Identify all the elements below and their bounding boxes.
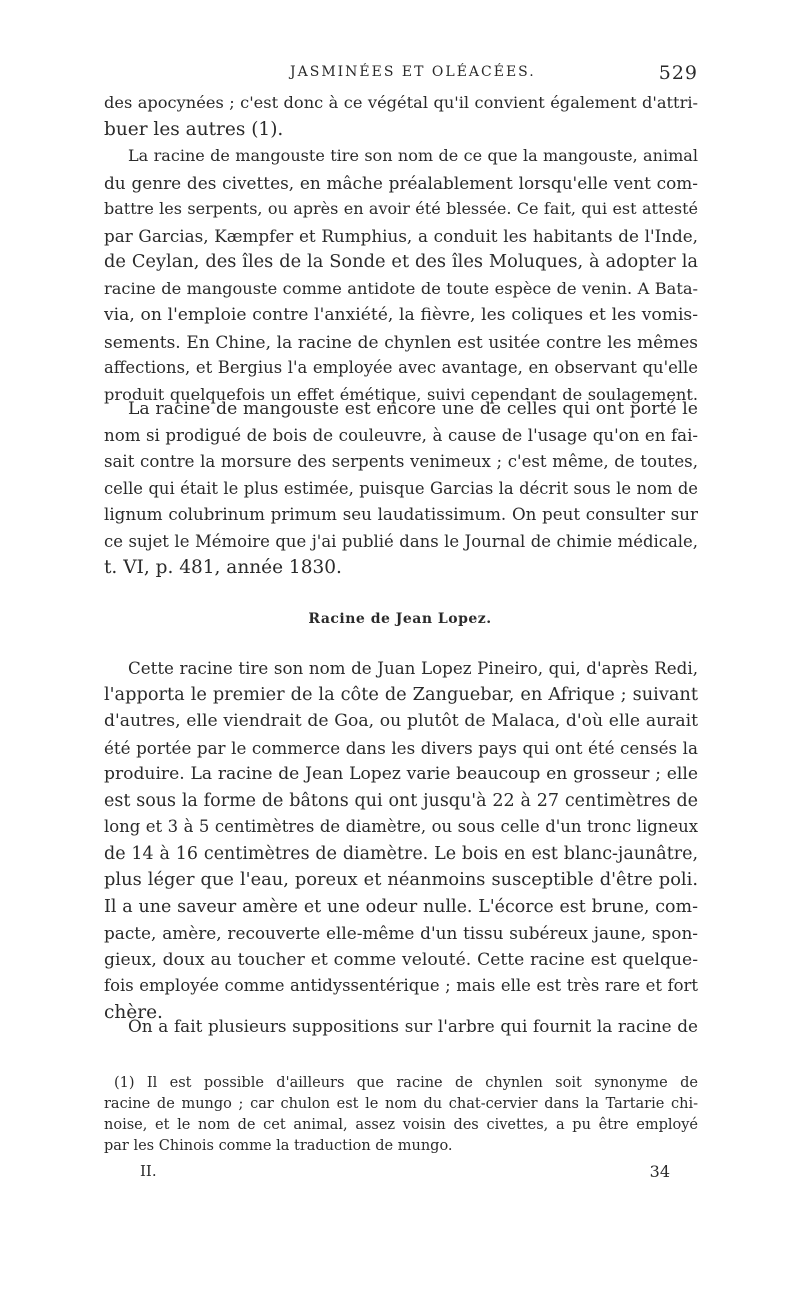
footnote-line: par les Chinois comme la traduction de mungo. <box>104 1138 453 1154</box>
text-line: produire. La racine de Jean Lopez varie beaucoup en grosseur ; elle <box>104 764 698 784</box>
text-line: nom si prodigué de bois de couleuvre, à cause de l'usage qu'on en fai- <box>104 425 698 445</box>
page-footer <box>140 1162 678 1184</box>
footnote <box>104 1073 698 1157</box>
text-line: t. VI, p. 481, année 1830. <box>104 557 342 578</box>
footnote-line: racine de mungo ; car chulon est le nom du chat-cervier dans la Tartarie chi- <box>104 1096 698 1112</box>
text-line: fois employée comme antidyssentérique ; mais elle est très rare et fort <box>104 976 698 995</box>
text-line: été portée par le commerce dans les divers pays qui ont été censés la <box>104 737 698 758</box>
text-line: pacte, amère, recouverte elle-même d'un tissu subéreux jaune, spon- <box>104 923 698 943</box>
text-line: de Ceylan, des îles de la Sonde et des îles Moluques, à adopter la <box>104 251 698 272</box>
text-line: ce sujet le Mémoire que j'ai publié dans le Journal de chimie médicale, <box>104 531 698 551</box>
paragraph-2 <box>104 143 698 408</box>
text-line: La racine de mangouste est encore une de celles qui ont porté le <box>128 399 698 419</box>
text-line: La racine de mangouste tire son nom de ce que la mangouste, animal <box>128 146 698 165</box>
text-line: l'apporta le premier de la côte de Zanguebar, en Afrique ; suivant <box>104 684 698 705</box>
text-line: celle qui était le plus estimée, puisque Garcias la décrit sous le nom de <box>104 478 698 498</box>
text-line: chère. <box>104 1001 163 1023</box>
text-line: racine de mangouste comme antidote de toute espèce de venin. A Bata- <box>104 278 698 298</box>
text-line: sements. En Chine, la racine de chynlen est usitée contre les mêmes <box>104 331 698 352</box>
text-line: d'autres, elle viendrait de Goa, ou plutôt de Malaca, d'où elle aurait <box>104 711 698 731</box>
text-line: Cette racine tire son nom de Juan Lopez Pineiro, qui, d'après Redi, <box>128 658 698 678</box>
text-line: affections, et Bergius l'a employée avec avantage, en observant qu'elle <box>104 358 698 377</box>
text-line: par Garcias, Kæmpfer et Rumphius, a conduit les habitants de l'Inde, <box>104 225 698 246</box>
text-line: du genre des civettes, en mâche préalablement lorsqu'elle vent com- <box>104 172 698 193</box>
text-line: gieux, doux au toucher et comme velouté. Cette racine est quelque- <box>104 949 698 970</box>
footnote-line: (1) Il est possible d'ailleurs que racine de chynlen soit synonyme de <box>114 1075 698 1091</box>
text-line: On a fait plusieurs suppositions sur l'arbre qui fournit la racine de <box>128 1016 698 1036</box>
text-line: buer les autres (1). <box>104 118 284 140</box>
volume-signature: II. <box>140 1162 157 1180</box>
footnote-line: noise, et le nom de cet animal, assez voisin des civettes, a pu être employé <box>104 1117 698 1133</box>
paragraph-5 <box>104 1013 698 1040</box>
paragraph-3 <box>104 396 698 582</box>
running-title: JASMINÉES ET OLÉACÉES. <box>290 64 536 80</box>
sheet-number: 34 <box>649 1162 670 1181</box>
section-heading: Racine de Jean Lopez. <box>308 611 492 627</box>
text-line: des apocynées ; c'est donc à ce végétal qu'il convient également d'attri- <box>104 93 698 112</box>
text-line: produit quelquefois un effet émétique, suivi cependant de soulagement. <box>104 384 698 404</box>
running-header <box>104 64 698 86</box>
page-number: 529 <box>658 62 698 84</box>
text-line: sait contre la morsure des serpents venimeux ; c'est même, de toutes, <box>104 452 698 471</box>
text-line: battre les serpents, ou après en avoir été blessée. Ce fait, qui est attesté <box>104 199 698 218</box>
text-line: Il a une saveur amère et une odeur nulle. L'écorce est brune, com- <box>104 896 698 917</box>
text-line: est sous la forme de bâtons qui ont jusqu'à 22 à 27 centimètres de <box>104 790 698 811</box>
text-line: via, on l'emploie contre l'anxiété, la fièvre, les coliques et les vomis- <box>104 305 698 325</box>
paragraph-1 <box>104 90 698 143</box>
text-line: de 14 à 16 centimètres de diamètre. Le bois en est blanc-jaunâtre, <box>104 843 698 864</box>
text-line: long et 3 à 5 centimètres de diamètre, ou sous celle d'un tronc ligneux <box>104 817 698 836</box>
paragraph-4 <box>104 655 698 1026</box>
text-line: plus léger que l'eau, poreux et néanmoins susceptible d'être poli. <box>104 869 698 890</box>
text-line: lignum colubrinum primum seu laudatissimum. On peut consulter sur <box>104 505 698 524</box>
